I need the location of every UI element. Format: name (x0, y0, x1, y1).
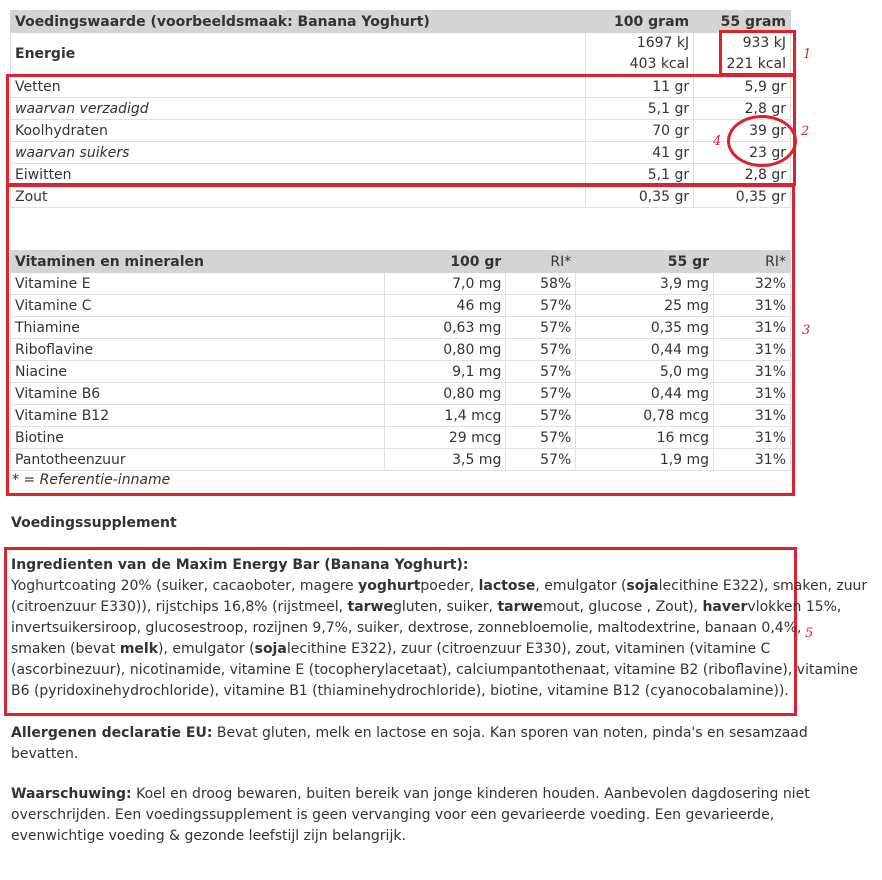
row-ri-100: 57% (506, 449, 576, 471)
annotation-number-2: 2 (801, 124, 810, 139)
row-value-100: 70 gr (586, 120, 694, 142)
allergens-text: bevatten. (11, 746, 79, 762)
ingredients-block (11, 555, 867, 702)
row-value-55: 16 mcg (576, 427, 714, 449)
row-value-100: 3,5 mg (384, 449, 506, 471)
row-value-100: 1,4 mcg (384, 405, 506, 427)
nutrition-title: Voedingswaarde (voorbeeldsmaak: Banana Yoghurt) (11, 11, 586, 33)
energie-row (11, 33, 791, 76)
energie-100-kj: 1697 kJ (636, 35, 690, 51)
row-value-100: 11 gr (586, 76, 694, 98)
referentie-footnote: * = Referentie-inname (12, 472, 171, 488)
row-value-100: 9,1 mg (384, 361, 506, 383)
ingredients-line: smaken (bevat melk), emulgator (sojalecithine E322), zuur (citroenzuur E330), zout, vitaminen (vitamine C (11, 641, 771, 657)
row-label: Koolhydraten (11, 120, 586, 142)
row-value-55: 1,9 mg (576, 449, 714, 471)
allergens-block (11, 723, 808, 765)
allergens-label: Allergenen declaratie EU: (11, 725, 213, 741)
nutrition-header-row (11, 11, 791, 33)
allergens-text: Bevat gluten, melk en lactose en soja. Kan sporen van noten, pinda's en sesamzaad (212, 725, 808, 741)
row-value-100: 46 mg (384, 295, 506, 317)
annotation-number-3: 3 (802, 323, 811, 338)
energie-100-kcal: 403 kcal (629, 56, 690, 72)
vitamins-title: Vitaminen en mineralen (11, 251, 385, 273)
warning-text: evenwichtige voeding & gezonde leefstijl zijn belangrijk. (11, 828, 406, 844)
energie-55-kj: 933 kJ (742, 35, 786, 51)
row-value-55: 2,8 gr (694, 164, 791, 186)
col-ri-header: RI* (506, 251, 576, 273)
row-value-100: 5,1 gr (586, 98, 694, 120)
ingredients-line: (citroenzuur E330)), rijstchips 16,8% (rijstmeel, tarwegluten, suiker, tarwemout, glucose , Zout), havervlokken 15%, (11, 599, 842, 615)
row-value-100: 7,0 mg (384, 273, 506, 295)
row-ri-55: 31% (714, 361, 791, 383)
row-ri-100: 57% (506, 339, 576, 361)
warning-block (11, 784, 810, 847)
row-ri-55: 32% (714, 273, 791, 295)
row-label: Pantotheenzuur (11, 449, 385, 471)
row-value-55: 0,44 mg (576, 339, 714, 361)
annotation-number-5: 5 (805, 626, 814, 641)
row-label: Niacine (11, 361, 385, 383)
row-value-100: 0,63 mg (384, 317, 506, 339)
row-value-55: 0,78 mcg (576, 405, 714, 427)
row-ri-55: 31% (714, 295, 791, 317)
row-value-100: 0,35 gr (586, 186, 694, 208)
row-value-100: 41 gr (586, 142, 694, 164)
annotation-box-3 (6, 184, 795, 496)
row-ri-100: 57% (506, 427, 576, 449)
supplement-heading: Voedingssupplement (11, 515, 177, 531)
row-label: Biotine (11, 427, 385, 449)
row-label: Zout (11, 186, 586, 208)
row-value-55: 0,35 mg (576, 317, 714, 339)
row-ri-100: 58% (506, 273, 576, 295)
row-value-100: 29 mcg (384, 427, 506, 449)
row-label: Vitamine E (11, 273, 385, 295)
annotation-number-4: 4 (713, 134, 722, 149)
row-label: waarvan verzadigd (11, 98, 586, 120)
row-label: Thiamine (11, 317, 385, 339)
row-value-55: 0,35 gr (694, 186, 791, 208)
row-ri-55: 31% (714, 427, 791, 449)
col-100-header: 100 gram (586, 11, 694, 33)
ingredients-title: Ingredienten van de Maxim Energy Bar (Banana Yoghurt): (11, 557, 469, 573)
row-value-55: 3,9 mg (576, 273, 714, 295)
annotation-box-macros (6, 74, 796, 186)
row-ri-100: 57% (506, 361, 576, 383)
row-ri-100: 57% (506, 383, 576, 405)
row-label: Eiwitten (11, 164, 586, 186)
ingredients-line: (ascorbinezuur), nicotinamide, vitamine E (tocopherylacetaat), calciumpantothenaat, vitamine B2 (riboflavine), vitamine (11, 662, 859, 678)
row-label: Vitamine C (11, 295, 385, 317)
row-value-55: 5,0 mg (576, 361, 714, 383)
row-value-55: 5,9 gr (694, 76, 791, 98)
row-ri-100: 57% (506, 405, 576, 427)
row-label: Riboflavine (11, 339, 385, 361)
energie-55-kcal: 221 kcal (726, 56, 786, 72)
row-ri-55: 31% (714, 317, 791, 339)
col-ri-header: RI* (714, 251, 791, 273)
row-value-55: 25 mg (576, 295, 714, 317)
warning-label: Waarschuwing: (11, 786, 132, 802)
row-value-55: 0,44 mg (576, 383, 714, 405)
ingredients-line: invertsuikersiroop, glucosestroop, rozijnen 9,7%, suiker, dextrose, zonnebloemolie, maltodextrine, banaan 0,4%, (11, 620, 802, 636)
row-value-100: 0,80 mg (384, 383, 506, 405)
row-ri-100: 57% (506, 317, 576, 339)
row-value-100: 0,80 mg (384, 339, 506, 361)
row-ri-55: 31% (714, 449, 791, 471)
row-value-100: 5,1 gr (586, 164, 694, 186)
ingredients-line: B6 (pyridoxinehydrochloride), vitamine B1 (thiaminehydrochloride), biotine, vitamine B12 (cyanocobalamine)). (11, 683, 789, 699)
col-100-header: 100 gr (384, 251, 506, 273)
ingredients-line: Yoghurtcoating 20% (suiker, cacaoboter, magere yoghurtpoeder, lactose, emulgator (sojalecithine E322), smaken, zuur (11, 578, 868, 594)
row-ri-55: 31% (714, 339, 791, 361)
row-label: Vetten (11, 76, 586, 98)
row-ri-55: 31% (714, 405, 791, 427)
row-label: Vitamine B6 (11, 383, 385, 405)
col-55-header: 55 gram (694, 11, 791, 33)
row-value-55: 23 gr (694, 142, 791, 164)
row-label: waarvan suikers (11, 142, 586, 164)
row-value-55: 39 gr (694, 120, 791, 142)
annotation-circle-2 (727, 115, 797, 167)
warning-text: overschrijden. Een voedingssupplement is geen vervanging voor een gevarieerde voeding. Een gevarieerde, (11, 807, 775, 823)
col-55-header: 55 gr (576, 251, 714, 273)
row-value-55: 2,8 gr (694, 98, 791, 120)
row-ri-100: 57% (506, 295, 576, 317)
row-label: Vitamine B12 (11, 405, 385, 427)
warning-text: Koel en droog bewaren, buiten bereik van jonge kinderen houden. Aanbevolen dagdosering niet (131, 786, 810, 802)
energie-label: Energie (11, 33, 586, 76)
row-ri-55: 31% (714, 383, 791, 405)
annotation-number-1: 1 (803, 47, 812, 62)
annotation-box-1 (719, 30, 796, 76)
